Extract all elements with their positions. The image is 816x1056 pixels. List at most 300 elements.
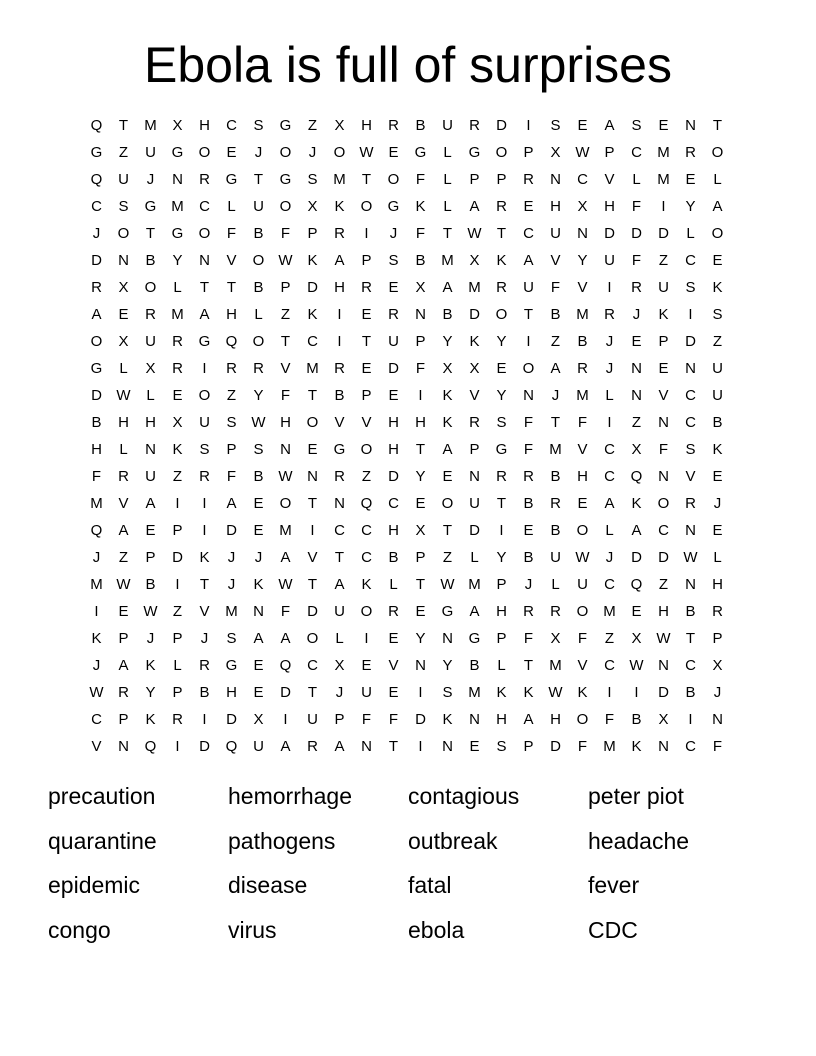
grid-letter: A <box>469 603 480 620</box>
grid-letter: M <box>441 252 454 269</box>
grid-letter: B <box>145 576 156 593</box>
grid-letter: U <box>361 684 372 701</box>
grid-letter: U <box>388 333 399 350</box>
grid-row <box>83 681 731 708</box>
word-list-item: fatal <box>408 872 452 898</box>
grid-letter: R <box>550 495 561 512</box>
grid-letter: G <box>468 630 481 647</box>
grid-letter: P <box>658 333 669 350</box>
grid-letter: R <box>199 468 210 485</box>
grid-letter: N <box>577 225 588 242</box>
grid-letter: V <box>199 603 210 620</box>
grid-letter: E <box>145 522 156 539</box>
grid-letter: T <box>307 684 318 701</box>
grid-letter: F <box>550 279 561 296</box>
grid-letter: R <box>523 171 534 188</box>
grid-letter: R <box>550 603 561 620</box>
grid-letter: R <box>388 306 399 323</box>
grid-letter: E <box>172 387 183 404</box>
grid-letter: E <box>118 306 129 323</box>
grid-letter: W <box>116 387 131 404</box>
grid-letter: S <box>685 279 696 296</box>
grid-letter: B <box>253 468 264 485</box>
grid-letter: G <box>144 198 157 215</box>
grid-letter: U <box>145 144 156 161</box>
grid-letter: I <box>418 684 423 701</box>
grid-letter: W <box>575 144 590 161</box>
grid-letter: W <box>251 414 266 431</box>
grid-letter: E <box>253 684 264 701</box>
grid-letter: B <box>550 522 561 539</box>
grid-letter: O <box>441 495 454 512</box>
grid-letter: C <box>631 144 642 161</box>
grid-letter: C <box>685 387 696 404</box>
grid-letter: M <box>468 684 481 701</box>
grid-letter: D <box>199 738 210 755</box>
grid-letter: F <box>577 630 588 647</box>
grid-letter: L <box>227 198 236 215</box>
grid-letter: H <box>280 414 291 431</box>
grid-letter: L <box>551 576 560 593</box>
grid-letter: J <box>227 576 236 593</box>
grid-letter: V <box>550 252 561 269</box>
grid-letter: R <box>523 603 534 620</box>
grid-letter: H <box>388 414 399 431</box>
grid-letter: D <box>658 225 669 242</box>
grid-letter: N <box>334 495 345 512</box>
grid-letter: T <box>361 333 372 350</box>
grid-letter: C <box>523 225 534 242</box>
grid-letter: P <box>523 144 534 161</box>
grid-letter: Y <box>415 630 426 647</box>
grid-letter: I <box>175 495 180 512</box>
grid-letter: O <box>522 360 535 377</box>
grid-letter: I <box>661 198 666 215</box>
grid-letter: K <box>577 684 588 701</box>
grid-letter: K <box>307 306 318 323</box>
grid-letter: E <box>469 738 480 755</box>
grid-letter: O <box>279 495 292 512</box>
grid-letter: A <box>145 495 156 512</box>
grid-letter: D <box>91 387 102 404</box>
grid-letter: B <box>199 684 210 701</box>
grid-letter: M <box>603 603 616 620</box>
grid-letter: T <box>415 576 426 593</box>
grid-letter: V <box>307 549 318 566</box>
grid-letter: E <box>658 360 669 377</box>
grid-letter: O <box>576 711 589 728</box>
grid-letter: F <box>388 711 399 728</box>
grid-letter: Y <box>685 198 696 215</box>
grid-letter: E <box>442 468 453 485</box>
grid-letter: F <box>226 468 237 485</box>
grid-letter: T <box>685 630 696 647</box>
grid-letter: P <box>415 549 426 566</box>
grid-letter: H <box>226 684 237 701</box>
grid-letter: A <box>550 360 561 377</box>
grid-letter: S <box>712 306 723 323</box>
grid-letter: P <box>307 225 318 242</box>
grid-letter: B <box>685 603 696 620</box>
grid-letter: J <box>92 225 101 242</box>
grid-letter: R <box>496 279 507 296</box>
grid-letter: X <box>658 711 669 728</box>
grid-letter: R <box>226 360 237 377</box>
grid-letter: I <box>337 306 342 323</box>
grid-letter: P <box>118 630 129 647</box>
grid-letter: X <box>469 360 480 377</box>
grid-letter: C <box>307 333 318 350</box>
grid-row <box>83 438 731 465</box>
grid-letter: K <box>442 414 453 431</box>
grid-letter: Q <box>90 117 103 134</box>
grid-letter: D <box>280 684 291 701</box>
grid-letter: L <box>146 387 155 404</box>
grid-letter: U <box>550 549 561 566</box>
grid-letter: B <box>91 414 102 431</box>
grid-letter: K <box>496 252 507 269</box>
grid-letter: N <box>253 603 264 620</box>
grid-letter: B <box>388 549 399 566</box>
grid-letter: X <box>550 630 561 647</box>
grid-letter: P <box>523 738 534 755</box>
grid-letter: N <box>469 711 480 728</box>
grid-letter: L <box>470 549 479 566</box>
grid-letter: I <box>607 414 612 431</box>
grid-letter: S <box>226 630 237 647</box>
grid-letter: W <box>278 468 293 485</box>
grid-letter: E <box>523 522 534 539</box>
grid-letter: T <box>496 495 507 512</box>
grid-letter: T <box>334 549 345 566</box>
grid-letter: R <box>253 360 264 377</box>
grid-letter: N <box>685 576 696 593</box>
grid-letter: J <box>713 684 722 701</box>
grid-letter: Y <box>442 657 453 674</box>
grid-letter: M <box>90 576 103 593</box>
grid-letter: F <box>280 387 291 404</box>
grid-letter: O <box>198 387 211 404</box>
grid-letter: E <box>118 603 129 620</box>
grid-letter: J <box>605 549 614 566</box>
grid-letter: K <box>712 441 723 458</box>
grid-letter: A <box>604 495 615 512</box>
grid-letter: J <box>308 144 317 161</box>
grid-letter: O <box>576 522 589 539</box>
grid-letter: R <box>334 360 345 377</box>
grid-letter: E <box>253 522 264 539</box>
grid-letter: Q <box>279 657 292 674</box>
grid-row <box>83 357 731 384</box>
grid-letter: Y <box>496 333 507 350</box>
grid-letter: O <box>198 144 211 161</box>
grid-letter: E <box>361 657 372 674</box>
grid-letter: L <box>173 279 182 296</box>
grid-letter: O <box>198 225 211 242</box>
grid-letter: I <box>175 738 180 755</box>
grid-row <box>83 546 731 573</box>
grid-letter: L <box>605 522 614 539</box>
grid-letter: Q <box>225 738 238 755</box>
grid-letter: W <box>359 144 374 161</box>
grid-letter: R <box>388 603 399 620</box>
grid-letter: C <box>91 198 102 215</box>
grid-letter: P <box>712 630 723 647</box>
word-list-item: hemorrhage <box>228 783 353 809</box>
grid-letter: M <box>657 171 670 188</box>
grid-letter: N <box>307 468 318 485</box>
grid-letter: F <box>280 603 291 620</box>
grid-letter: R <box>172 711 183 728</box>
grid-letter: A <box>334 252 345 269</box>
grid-letter: J <box>713 495 722 512</box>
grid-letter: L <box>713 549 722 566</box>
grid-letter: M <box>90 495 103 512</box>
grid-letter: D <box>469 522 480 539</box>
grid-letter: K <box>658 306 669 323</box>
grid-letter: R <box>199 657 210 674</box>
grid-row <box>83 168 731 195</box>
grid-letter: V <box>577 441 588 458</box>
grid-letter: B <box>253 279 264 296</box>
grid-letter: P <box>280 279 291 296</box>
grid-letter: G <box>279 171 292 188</box>
grid-letter: R <box>361 279 372 296</box>
grid-letter: Z <box>280 306 291 323</box>
grid-letter: Z <box>172 603 183 620</box>
grid-letter: D <box>658 684 669 701</box>
grid-letter: Z <box>658 252 669 269</box>
grid-letter: R <box>685 495 696 512</box>
grid-letter: J <box>551 387 560 404</box>
grid-letter: R <box>199 171 210 188</box>
grid-letter: E <box>361 306 372 323</box>
grid-letter: I <box>202 711 207 728</box>
grid-letter: I <box>310 522 315 539</box>
grid-row <box>83 276 731 303</box>
grid-letter: P <box>172 684 183 701</box>
grid-letter: Z <box>307 117 318 134</box>
word-list-item: fever <box>588 872 640 898</box>
grid-row <box>83 654 731 681</box>
grid-letter: W <box>440 576 455 593</box>
grid-letter: F <box>415 171 426 188</box>
grid-letter: C <box>604 576 615 593</box>
grid-letter: M <box>306 360 319 377</box>
grid-letter: D <box>685 333 696 350</box>
grid-letter: X <box>415 522 426 539</box>
grid-letter: O <box>360 198 373 215</box>
grid-letter: A <box>280 630 291 647</box>
grid-letter: N <box>523 387 534 404</box>
grid-letter: K <box>631 495 642 512</box>
grid-letter: E <box>631 333 642 350</box>
grid-letter: J <box>92 657 101 674</box>
grid-letter: B <box>253 225 264 242</box>
grid-letter: I <box>526 333 531 350</box>
grid-letter: W <box>548 684 563 701</box>
grid-letter: N <box>631 360 642 377</box>
grid-letter: V <box>361 414 372 431</box>
grid-letter: P <box>415 333 426 350</box>
word-list-item: pathogens <box>228 827 336 854</box>
grid-letter: C <box>334 522 345 539</box>
grid-letter: W <box>278 576 293 593</box>
grid-letter: C <box>388 495 399 512</box>
grid-letter: G <box>414 144 427 161</box>
grid-letter: G <box>387 198 400 215</box>
grid-letter: T <box>523 306 534 323</box>
grid-letter: D <box>496 117 507 134</box>
grid-letter: O <box>252 333 265 350</box>
grid-letter: F <box>604 711 615 728</box>
grid-letter: H <box>91 441 102 458</box>
grid-letter: Z <box>712 333 723 350</box>
grid-letter: C <box>361 522 372 539</box>
grid-letter: W <box>629 657 644 674</box>
grid-letter: N <box>658 414 669 431</box>
grid-letter: R <box>118 684 129 701</box>
grid-letter: F <box>280 225 291 242</box>
grid-letter: B <box>550 468 561 485</box>
grid-letter: E <box>712 468 723 485</box>
grid-letter: O <box>711 225 724 242</box>
grid-letter: G <box>171 144 184 161</box>
grid-letter: B <box>577 333 588 350</box>
grid-letter: R <box>496 468 507 485</box>
grid-letter: X <box>577 198 588 215</box>
grid-letter: Y <box>496 387 507 404</box>
grid-letter: G <box>90 360 103 377</box>
word-list-item: disease <box>228 872 308 898</box>
grid-letter: B <box>631 711 642 728</box>
grid-letter: E <box>361 360 372 377</box>
grid-letter: R <box>577 360 588 377</box>
grid-letter: T <box>118 117 129 134</box>
grid-letter: F <box>658 441 669 458</box>
grid-letter: G <box>333 441 346 458</box>
grid-letter: D <box>388 360 399 377</box>
grid-letter: O <box>144 279 157 296</box>
grid-letter: B <box>712 414 723 431</box>
grid-letter: N <box>118 738 129 755</box>
grid-letter: B <box>415 252 426 269</box>
grid-letter: V <box>334 414 345 431</box>
grid-letter: R <box>334 468 345 485</box>
grid-letter: S <box>442 684 453 701</box>
grid-letter: U <box>145 468 156 485</box>
grid-letter: X <box>334 657 345 674</box>
grid-letter: U <box>199 414 210 431</box>
grid-letter: C <box>361 549 372 566</box>
grid-letter: N <box>658 738 669 755</box>
grid-letter: T <box>442 225 453 242</box>
grid-letter: J <box>254 144 263 161</box>
grid-letter: O <box>711 144 724 161</box>
grid-letter: I <box>607 684 612 701</box>
grid-letter: L <box>443 171 452 188</box>
grid-letter: K <box>199 549 210 566</box>
grid-letter: E <box>523 198 534 215</box>
grid-letter: R <box>388 117 399 134</box>
grid-row <box>83 492 731 519</box>
grid-letter: V <box>658 387 669 404</box>
grid-letter: B <box>685 684 696 701</box>
grid-letter: N <box>685 360 696 377</box>
grid-letter: Z <box>442 549 453 566</box>
grid-letter: O <box>495 306 508 323</box>
grid-letter: D <box>658 549 669 566</box>
grid-letter: T <box>199 576 210 593</box>
word-list-item: congo <box>48 916 111 943</box>
grid-letter: K <box>631 738 642 755</box>
grid-letter: R <box>604 306 615 323</box>
grid-letter: I <box>499 522 504 539</box>
grid-letter: F <box>523 441 534 458</box>
grid-letter: E <box>496 360 507 377</box>
grid-letter: N <box>415 306 426 323</box>
grid-letter: T <box>361 171 372 188</box>
grid-letter: G <box>198 333 211 350</box>
grid-letter: K <box>496 684 507 701</box>
grid-letter: R <box>334 225 345 242</box>
grid-letter: F <box>631 252 642 269</box>
grid-letter: W <box>575 549 590 566</box>
grid-letter: R <box>496 198 507 215</box>
grid-letter: C <box>199 198 210 215</box>
grid-letter: N <box>631 387 642 404</box>
grid-row <box>83 708 731 735</box>
grid-letter: K <box>145 657 156 674</box>
grid-letter: N <box>550 171 561 188</box>
grid-row <box>83 141 731 168</box>
grid-letter: D <box>226 711 237 728</box>
grid-letter: S <box>253 117 264 134</box>
grid-letter: M <box>576 387 589 404</box>
grid-letter: E <box>685 171 696 188</box>
grid-letter: P <box>334 711 345 728</box>
grid-letter: L <box>443 144 452 161</box>
grid-letter: E <box>253 657 264 674</box>
grid-letter: Z <box>118 549 129 566</box>
grid-letter: F <box>523 414 534 431</box>
grid-letter: I <box>364 225 369 242</box>
grid-row <box>83 627 731 654</box>
grid-letter: H <box>658 603 669 620</box>
grid-letter: R <box>172 360 183 377</box>
grid-letter: X <box>172 117 183 134</box>
grid-letter: O <box>252 252 265 269</box>
grid-letter: I <box>418 387 423 404</box>
puzzle-title: Ebola is full of surprises <box>143 37 672 93</box>
grid-letter: R <box>685 144 696 161</box>
grid-letter: U <box>550 225 561 242</box>
grid-letter: U <box>442 117 453 134</box>
grid-letter: M <box>603 738 616 755</box>
grid-row <box>83 249 731 276</box>
grid-letter: C <box>658 522 669 539</box>
grid-letter: L <box>713 171 722 188</box>
grid-letter: U <box>577 576 588 593</box>
letter-grid <box>83 114 731 762</box>
grid-letter: N <box>442 630 453 647</box>
grid-letter: J <box>92 549 101 566</box>
grid-letter: R <box>172 333 183 350</box>
grid-letter: Q <box>144 738 157 755</box>
grid-letter: S <box>253 441 264 458</box>
grid-letter: A <box>523 252 534 269</box>
grid-letter: D <box>604 225 615 242</box>
